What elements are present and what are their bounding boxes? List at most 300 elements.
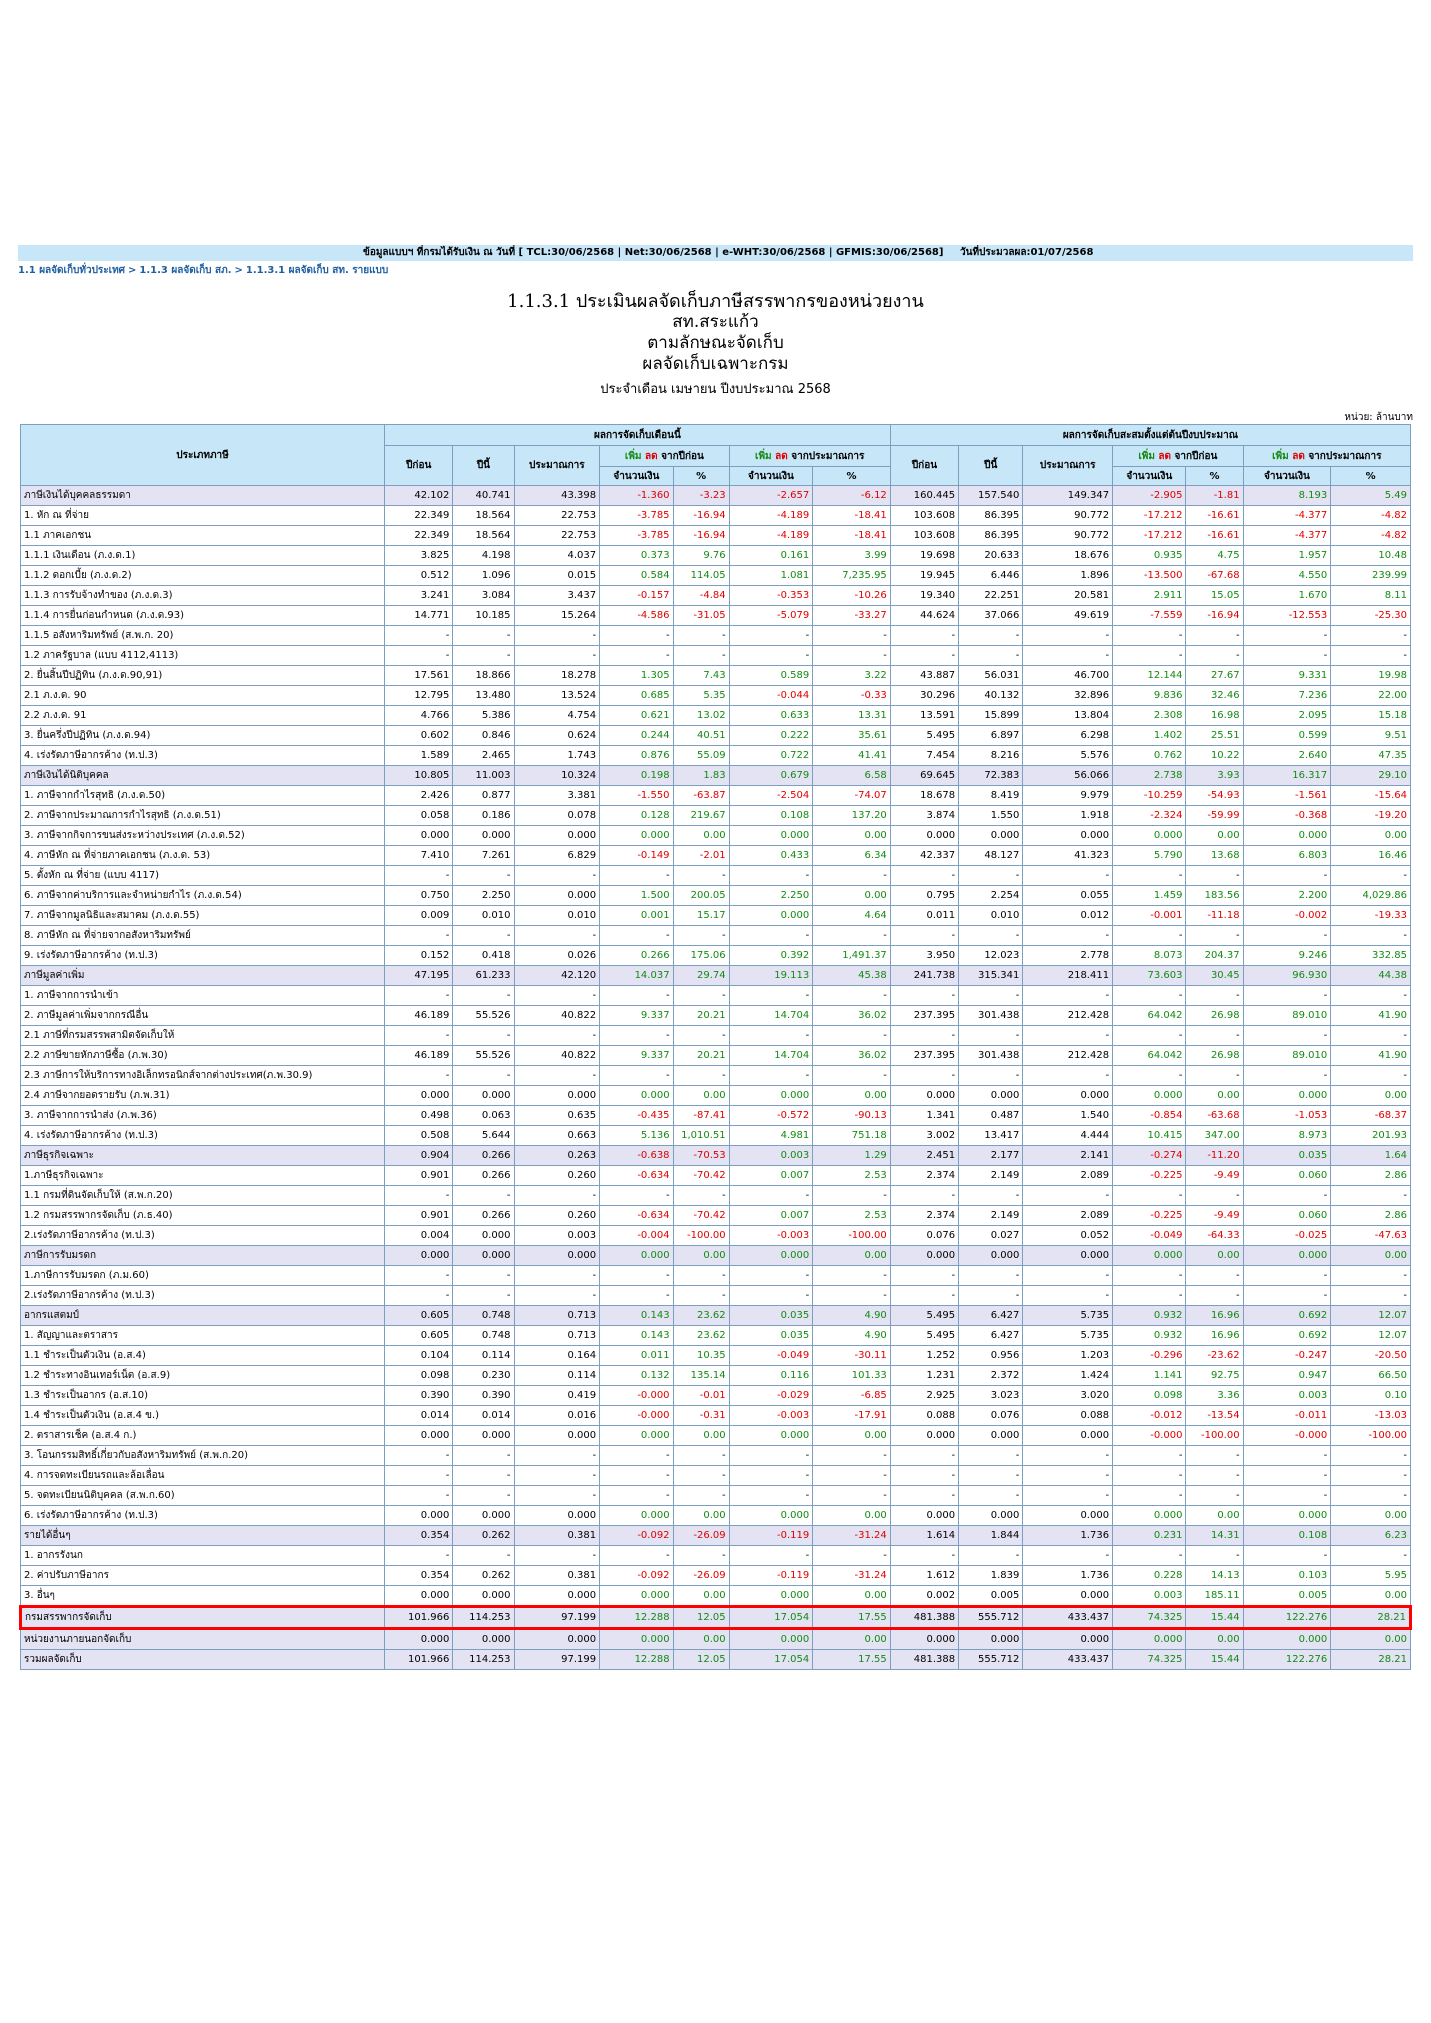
estimate-cell: 0.663 bbox=[514, 1126, 600, 1146]
tax-type-cell: 2. ภาษีจากประมาณการกำไรสุทธิ (ภ.ง.ด.51) bbox=[21, 806, 385, 826]
tax-type-cell: 1.1.1 เงินเดือน (ภ.ง.ด.1) bbox=[21, 546, 385, 566]
vs-prev-amount-cell: -0.000 bbox=[600, 1406, 673, 1426]
cum-vs-est-percent-cell: - bbox=[1331, 866, 1411, 886]
tax-type-cell: 4. ภาษีหัก ณ ที่จ่ายภาคเอกชน (ภ.ง.ด. 53) bbox=[21, 846, 385, 866]
vs-prev-amount-cell: 0.000 bbox=[600, 1506, 673, 1526]
cum-prev-year-cell: 3.002 bbox=[890, 1126, 958, 1146]
prev-year-cell: - bbox=[385, 1446, 453, 1466]
cum-this-year-cell: 0.010 bbox=[959, 906, 1023, 926]
estimate-cell: 0.381 bbox=[514, 1566, 600, 1586]
cum-vs-est-amount-cell: - bbox=[1243, 926, 1331, 946]
prev-year-cell: 0.750 bbox=[385, 886, 453, 906]
cum-vs-est-amount-cell: - bbox=[1243, 646, 1331, 666]
cum-vs-est-amount-cell: 0.692 bbox=[1243, 1326, 1331, 1346]
tax-type-cell: 3. โอนกรรมสิทธิ์เกี่ยวกับอสังหาริมทรัพย์ (ส.พ.ก.20) bbox=[21, 1446, 385, 1466]
estimate-cell: 42.120 bbox=[514, 966, 600, 986]
vs-estimate-header: เพิ่ม ลด จากประมาณการ bbox=[1243, 446, 1410, 467]
report-title: 1.1.3.1 ประเมินผลจัดเก็บภาษีสรรพากรของหน่วยงาน bbox=[507, 291, 924, 312]
cum-vs-est-amount-cell: - bbox=[1243, 626, 1331, 646]
cum-vs-prev-amount-cell: 74.325 bbox=[1113, 1650, 1186, 1670]
this-year-cell: 0.418 bbox=[453, 946, 514, 966]
prev-year-cell: - bbox=[385, 926, 453, 946]
cum-vs-prev-percent-cell: 16.96 bbox=[1186, 1306, 1243, 1326]
vs-est-percent-cell: 4.90 bbox=[813, 1326, 891, 1346]
cum-prev-year-cell: - bbox=[890, 866, 958, 886]
vs-est-percent-cell: 3.99 bbox=[813, 546, 891, 566]
tax-type-cell: 2.4 ภาษีจากยอดรายรับ (ภ.พ.31) bbox=[21, 1086, 385, 1106]
cum-vs-est-percent-cell: -4.82 bbox=[1331, 526, 1411, 546]
cum-vs-est-amount-cell: 0.000 bbox=[1243, 826, 1331, 846]
vs-est-amount-cell: 14.704 bbox=[729, 1046, 813, 1066]
cum-this-year-cell: - bbox=[959, 926, 1023, 946]
prev-year-cell: 3.241 bbox=[385, 586, 453, 606]
cum-vs-est-percent-cell: 8.11 bbox=[1331, 586, 1411, 606]
vs-est-amount-cell: 17.054 bbox=[729, 1607, 813, 1629]
cum-estimate-cell: 90.772 bbox=[1023, 526, 1113, 546]
table-row bbox=[21, 1026, 1411, 1046]
cum-vs-prev-amount-cell: -10.259 bbox=[1113, 786, 1186, 806]
cum-vs-prev-amount-cell: -2.324 bbox=[1113, 806, 1186, 826]
vs-prev-percent-cell: 0.00 bbox=[673, 1629, 729, 1650]
this-year-cell: 2.465 bbox=[453, 746, 514, 766]
prev-year-cell: 0.000 bbox=[385, 826, 453, 846]
vs-prev-percent-cell: 114.05 bbox=[673, 566, 729, 586]
cum-estimate-cell: 212.428 bbox=[1023, 1006, 1113, 1026]
cum-vs-prev-amount-cell: - bbox=[1113, 926, 1186, 946]
cum-vs-prev-amount-cell: 9.836 bbox=[1113, 686, 1186, 706]
vs-prev-amount-cell: -1.360 bbox=[600, 486, 673, 506]
vs-est-percent-cell: -6.12 bbox=[813, 486, 891, 506]
cum-this-year-cell: - bbox=[959, 646, 1023, 666]
vs-prev-amount-cell: 9.337 bbox=[600, 1046, 673, 1066]
table-row bbox=[21, 906, 1411, 926]
tax-type-cell: 2.1 ภ.ง.ด. 90 bbox=[21, 686, 385, 706]
cum-prev-year-cell: - bbox=[890, 1026, 958, 1046]
tax-type-cell: 4. เร่งรัดภาษีอากรค้าง (ท.ป.3) bbox=[21, 1126, 385, 1146]
table-group-row bbox=[21, 486, 1411, 506]
cum-vs-prev-amount-cell: 0.762 bbox=[1113, 746, 1186, 766]
tax-type-cell: 3. ภาษีจากการนำส่ง (ภ.พ.36) bbox=[21, 1106, 385, 1126]
vs-prev-amount-cell: - bbox=[600, 1486, 673, 1506]
cum-vs-prev-amount-cell: 0.000 bbox=[1113, 1246, 1186, 1266]
vs-prev-percent-cell: -16.94 bbox=[673, 506, 729, 526]
vs-prev-amount-cell: 12.288 bbox=[600, 1650, 673, 1670]
vs-prev-amount-cell: 0.584 bbox=[600, 566, 673, 586]
cum-this-year-cell: 315.341 bbox=[959, 966, 1023, 986]
cum-vs-est-percent-cell: -20.50 bbox=[1331, 1346, 1411, 1366]
prev-year-cell: 0.000 bbox=[385, 1586, 453, 1607]
cum-vs-prev-percent-cell: -11.20 bbox=[1186, 1146, 1243, 1166]
cum-this-year-cell: 0.076 bbox=[959, 1406, 1023, 1426]
cum-vs-est-amount-cell: 0.000 bbox=[1243, 1246, 1331, 1266]
vs-est-amount-cell: - bbox=[729, 1446, 813, 1466]
cum-vs-prev-percent-cell: - bbox=[1186, 1266, 1243, 1286]
cum-vs-est-percent-cell: 19.98 bbox=[1331, 666, 1411, 686]
vs-est-amount-cell: 0.633 bbox=[729, 706, 813, 726]
estimate-cell: 0.000 bbox=[514, 1426, 600, 1446]
cum-vs-prev-percent-cell: 183.56 bbox=[1186, 886, 1243, 906]
cum-vs-prev-amount-cell: 0.231 bbox=[1113, 1526, 1186, 1546]
cum-prev-year-cell: 0.076 bbox=[890, 1226, 958, 1246]
vs-prev-percent-cell: - bbox=[673, 986, 729, 1006]
vs-est-amount-cell: - bbox=[729, 1066, 813, 1086]
table-header-row bbox=[21, 425, 1411, 446]
cum-estimate-cell: 2.089 bbox=[1023, 1166, 1113, 1186]
cum-vs-prev-percent-cell: 3.93 bbox=[1186, 766, 1243, 786]
cum-vs-est-amount-cell: 2.200 bbox=[1243, 886, 1331, 906]
cum-vs-est-amount-cell: 0.000 bbox=[1243, 1086, 1331, 1106]
this-year-cell: 0.000 bbox=[453, 1506, 514, 1526]
prev-year-cell: 17.561 bbox=[385, 666, 453, 686]
table-row-highlighted bbox=[21, 1607, 1411, 1629]
vs-prev-percent-cell: - bbox=[673, 1486, 729, 1506]
tax-type-cell: 1. ภาษีจากกำไรสุทธิ (ภ.ง.ด.50) bbox=[21, 786, 385, 806]
cum-prev-year-cell: 2.451 bbox=[890, 1146, 958, 1166]
cum-vs-est-percent-cell: 12.07 bbox=[1331, 1306, 1411, 1326]
table-row bbox=[21, 1486, 1411, 1506]
cum-vs-prev-percent-cell: - bbox=[1186, 626, 1243, 646]
prev-year-cell: 2.426 bbox=[385, 786, 453, 806]
cum-vs-prev-percent-cell: - bbox=[1186, 1446, 1243, 1466]
tax-type-cell: 1.1 ภาคเอกชน bbox=[21, 526, 385, 546]
cum-vs-est-amount-cell: - bbox=[1243, 1286, 1331, 1306]
data-date-info-bar bbox=[18, 245, 1413, 261]
estimate-cell: 0.114 bbox=[514, 1366, 600, 1386]
cum-this-year-cell: 0.000 bbox=[959, 826, 1023, 846]
table-row bbox=[21, 1266, 1411, 1286]
tax-type-cell: 1.1.2 ดอกเบี้ย (ภ.ง.ด.2) bbox=[21, 566, 385, 586]
cum-estimate-cell: 0.012 bbox=[1023, 906, 1113, 926]
cum-estimate-cell: - bbox=[1023, 926, 1113, 946]
cum-vs-est-percent-cell: 6.23 bbox=[1331, 1526, 1411, 1546]
estimate-cell: 0.000 bbox=[514, 826, 600, 846]
cum-estimate-cell: 0.000 bbox=[1023, 1506, 1113, 1526]
cum-vs-prev-percent-cell: -23.62 bbox=[1186, 1346, 1243, 1366]
cum-vs-est-percent-cell: - bbox=[1331, 1466, 1411, 1486]
vs-prev-amount-cell: -3.785 bbox=[600, 526, 673, 546]
prev-year-cell: 0.009 bbox=[385, 906, 453, 926]
tax-type-cell: รวมผลจัดเก็บ bbox=[21, 1650, 385, 1670]
cum-this-year-cell: 0.000 bbox=[959, 1086, 1023, 1106]
cum-vs-est-percent-cell: 28.21 bbox=[1331, 1650, 1411, 1670]
vs-est-amount-cell: -0.003 bbox=[729, 1406, 813, 1426]
cum-estimate-cell: 46.700 bbox=[1023, 666, 1113, 686]
cum-vs-prev-amount-cell: - bbox=[1113, 1066, 1186, 1086]
table-row bbox=[21, 1546, 1411, 1566]
vs-prev-amount-cell: -0.149 bbox=[600, 846, 673, 866]
cum-this-year-cell: 0.000 bbox=[959, 1506, 1023, 1526]
vs-est-amount-cell: 0.000 bbox=[729, 1246, 813, 1266]
this-year-cell: 0.000 bbox=[453, 1586, 514, 1607]
table-row bbox=[21, 1406, 1411, 1426]
estimate-cell: 3.381 bbox=[514, 786, 600, 806]
cum-estimate-cell: 433.437 bbox=[1023, 1607, 1113, 1629]
vs-est-amount-cell: - bbox=[729, 626, 813, 646]
table-row bbox=[21, 506, 1411, 526]
vs-prev-amount-cell: - bbox=[600, 866, 673, 886]
cum-vs-prev-percent-cell: 14.31 bbox=[1186, 1526, 1243, 1546]
cum-vs-prev-amount-cell: 0.000 bbox=[1113, 1086, 1186, 1106]
this-year-cell: - bbox=[453, 986, 514, 1006]
estimate-cell: 0.000 bbox=[514, 1246, 600, 1266]
vs-prev-percent-cell: 0.00 bbox=[673, 1426, 729, 1446]
cum-estimate-cell: 1.896 bbox=[1023, 566, 1113, 586]
vs-prev-percent-cell: -87.41 bbox=[673, 1106, 729, 1126]
cum-prev-year-cell: 0.088 bbox=[890, 1406, 958, 1426]
cum-vs-est-percent-cell: 16.46 bbox=[1331, 846, 1411, 866]
cum-vs-prev-percent-cell: -9.49 bbox=[1186, 1206, 1243, 1226]
vs-prev-amount-cell: -0.634 bbox=[600, 1206, 673, 1226]
prev-year-cell: 0.058 bbox=[385, 806, 453, 826]
cum-vs-prev-percent-cell: 16.96 bbox=[1186, 1326, 1243, 1346]
cum-vs-prev-percent-cell: - bbox=[1186, 866, 1243, 886]
breadcrumb-link-regional[interactable]: 1.1.3 ผลจัดเก็บ สภ. bbox=[139, 265, 232, 276]
estimate-cell: 0.263 bbox=[514, 1146, 600, 1166]
cum-this-year-cell: - bbox=[959, 1266, 1023, 1286]
estimate-cell: 40.822 bbox=[514, 1006, 600, 1026]
cum-vs-est-percent-cell: 22.00 bbox=[1331, 686, 1411, 706]
vs-prev-percent-cell: 10.35 bbox=[673, 1346, 729, 1366]
cum-this-year-cell: - bbox=[959, 626, 1023, 646]
this-year-cell: 0.186 bbox=[453, 806, 514, 826]
this-year-cell: - bbox=[453, 1466, 514, 1486]
vs-est-amount-cell: 2.250 bbox=[729, 886, 813, 906]
tax-type-cell: 2. ยื่นสิ้นปีปฏิทิน (ภ.ง.ด.90,91) bbox=[21, 666, 385, 686]
cum-vs-est-percent-cell: -25.30 bbox=[1331, 606, 1411, 626]
cum-vs-prev-percent-cell: 0.00 bbox=[1186, 826, 1243, 846]
vs-prev-amount-cell: 0.621 bbox=[600, 706, 673, 726]
this-year-cell: 0.014 bbox=[453, 1406, 514, 1426]
vs-est-percent-cell: 0.00 bbox=[813, 1086, 891, 1106]
cum-this-year-cell: - bbox=[959, 1546, 1023, 1566]
cum-vs-est-percent-cell: 239.99 bbox=[1331, 566, 1411, 586]
cum-this-year-cell: 37.066 bbox=[959, 606, 1023, 626]
vs-est-amount-cell: 0.679 bbox=[729, 766, 813, 786]
prev-year-cell: 12.795 bbox=[385, 686, 453, 706]
cum-vs-est-amount-cell: - bbox=[1243, 1446, 1331, 1466]
prev-year-cell: 3.825 bbox=[385, 546, 453, 566]
vs-est-percent-cell: 4.64 bbox=[813, 906, 891, 926]
vs-prev-percent-cell: -70.42 bbox=[673, 1206, 729, 1226]
vs-prev-percent-cell: 13.02 bbox=[673, 706, 729, 726]
estimate-cell: 0.078 bbox=[514, 806, 600, 826]
cum-estimate-cell: 9.979 bbox=[1023, 786, 1113, 806]
cum-prev-year-cell: - bbox=[890, 1486, 958, 1506]
this-year-cell: - bbox=[453, 1066, 514, 1086]
vs-est-percent-cell: -30.11 bbox=[813, 1346, 891, 1366]
breadcrumb-link-national[interactable]: 1.1 ผลจัดเก็บทั่วประเทศ bbox=[18, 265, 126, 276]
cum-vs-est-percent-cell: 29.10 bbox=[1331, 766, 1411, 786]
breadcrumb-link-current[interactable]: 1.1.3.1 ผลจัดเก็บ สท. รายแบบ bbox=[245, 265, 389, 276]
cum-vs-est-amount-cell: -4.377 bbox=[1243, 506, 1331, 526]
cum-vs-prev-amount-cell: -0.225 bbox=[1113, 1206, 1186, 1226]
tax-type-cell: 5. ตั้งหัก ณ ที่จ่าย (แบบ 4117) bbox=[21, 866, 385, 886]
table-row bbox=[21, 986, 1411, 1006]
vs-est-percent-cell: 1.29 bbox=[813, 1146, 891, 1166]
cum-prev-year-cell: 42.337 bbox=[890, 846, 958, 866]
cum-this-year-cell: 2.372 bbox=[959, 1366, 1023, 1386]
vs-est-amount-cell: - bbox=[729, 646, 813, 666]
cum-estimate-cell: 32.896 bbox=[1023, 686, 1113, 706]
vs-est-amount-cell: - bbox=[729, 1266, 813, 1286]
cum-this-year-cell: 0.005 bbox=[959, 1586, 1023, 1607]
cum-this-year-cell: 555.712 bbox=[959, 1650, 1023, 1670]
cum-vs-est-amount-cell: 89.010 bbox=[1243, 1006, 1331, 1026]
vs-est-amount-cell: - bbox=[729, 1026, 813, 1046]
vs-prev-percent-cell: - bbox=[673, 1186, 729, 1206]
vs-est-percent-cell: 2.53 bbox=[813, 1206, 891, 1226]
cum-prev-year-cell: - bbox=[890, 1066, 958, 1086]
vs-est-percent-cell: -10.26 bbox=[813, 586, 891, 606]
prev-year-cell: 0.901 bbox=[385, 1206, 453, 1226]
report-title-block bbox=[0, 291, 1431, 399]
vs-est-percent-cell: 137.20 bbox=[813, 806, 891, 826]
cum-prev-year-cell: 237.395 bbox=[890, 1006, 958, 1026]
vs-est-percent-cell: 41.41 bbox=[813, 746, 891, 766]
cum-vs-est-percent-cell: -15.64 bbox=[1331, 786, 1411, 806]
prev-year-cell: 0.605 bbox=[385, 1326, 453, 1346]
cum-vs-est-percent-cell: - bbox=[1331, 1066, 1411, 1086]
cum-vs-prev-percent-cell: -13.54 bbox=[1186, 1406, 1243, 1426]
estimate-cell: 3.437 bbox=[514, 586, 600, 606]
cum-vs-prev-amount-cell: 12.144 bbox=[1113, 666, 1186, 686]
vs-prev-amount-cell: -0.092 bbox=[600, 1526, 673, 1546]
cum-vs-prev-percent-cell: -11.18 bbox=[1186, 906, 1243, 926]
vs-prev-amount-cell: 0.143 bbox=[600, 1326, 673, 1346]
cum-this-year-cell: 15.899 bbox=[959, 706, 1023, 726]
vs-est-amount-cell: - bbox=[729, 1466, 813, 1486]
cum-vs-est-percent-cell: 5.95 bbox=[1331, 1566, 1411, 1586]
vs-est-percent-cell: 0.00 bbox=[813, 826, 891, 846]
vs-prev-amount-cell: 0.132 bbox=[600, 1366, 673, 1386]
this-year-cell: 0.230 bbox=[453, 1366, 514, 1386]
cumulative-result-header: ผลการจัดเก็บสะสมตั้งแต่ต้นปีงบประมาณ bbox=[890, 425, 1410, 446]
cum-vs-est-amount-cell: 0.947 bbox=[1243, 1366, 1331, 1386]
estimate-cell: 22.753 bbox=[514, 526, 600, 546]
estimate-cell: 0.419 bbox=[514, 1386, 600, 1406]
cum-vs-est-percent-cell: 44.38 bbox=[1331, 966, 1411, 986]
vs-est-amount-cell: -0.044 bbox=[729, 686, 813, 706]
cum-vs-est-percent-cell: -47.63 bbox=[1331, 1226, 1411, 1246]
cum-vs-est-amount-cell: 2.640 bbox=[1243, 746, 1331, 766]
cum-estimate-cell: 433.437 bbox=[1023, 1650, 1113, 1670]
table-row bbox=[21, 1566, 1411, 1586]
cum-vs-est-percent-cell: - bbox=[1331, 1186, 1411, 1206]
monthly-result-header: ผลการจัดเก็บเดือนนี้ bbox=[385, 425, 891, 446]
cum-vs-est-amount-cell: 0.060 bbox=[1243, 1206, 1331, 1226]
cum-this-year-cell: 301.438 bbox=[959, 1006, 1023, 1026]
office-name: สท.สระแก้ว bbox=[672, 312, 759, 332]
cum-prev-year-cell: 160.445 bbox=[890, 486, 958, 506]
tax-type-cell: 1.4 ชำระเป็นตัวเงิน (อ.ส.4 ข.) bbox=[21, 1406, 385, 1426]
vs-prev-percent-cell: -100.00 bbox=[673, 1226, 729, 1246]
table-row bbox=[21, 806, 1411, 826]
tax-type-cell: 1.1 กรมที่ดินจัดเก็บให้ (ส.พ.ก.20) bbox=[21, 1186, 385, 1206]
vs-prev-percent-cell: 200.05 bbox=[673, 886, 729, 906]
vs-est-percent-cell: 0.00 bbox=[813, 1426, 891, 1446]
prev-year-cell: - bbox=[385, 1546, 453, 1566]
cum-vs-est-percent-cell: 66.50 bbox=[1331, 1366, 1411, 1386]
cum-vs-est-amount-cell: 0.000 bbox=[1243, 1506, 1331, 1526]
tax-type-cell: 1. ภาษีจากการนำเข้า bbox=[21, 986, 385, 1006]
this-year-cell: - bbox=[453, 1546, 514, 1566]
vs-prev-amount-cell: -4.586 bbox=[600, 606, 673, 626]
vs-est-percent-cell: -31.24 bbox=[813, 1566, 891, 1586]
cum-vs-est-amount-cell: 89.010 bbox=[1243, 1046, 1331, 1066]
cum-vs-prev-amount-cell: 0.228 bbox=[1113, 1566, 1186, 1586]
cum-estimate-cell: 4.444 bbox=[1023, 1126, 1113, 1146]
prev-year-cell: 42.102 bbox=[385, 486, 453, 506]
this-year-cell: 11.003 bbox=[453, 766, 514, 786]
cum-this-year-cell: 8.216 bbox=[959, 746, 1023, 766]
cum-estimate-cell: 1.736 bbox=[1023, 1526, 1113, 1546]
cum-vs-prev-percent-cell: 15.44 bbox=[1186, 1607, 1243, 1629]
cum-vs-prev-amount-cell: - bbox=[1113, 626, 1186, 646]
cum-prev-year-cell: 0.000 bbox=[890, 1426, 958, 1446]
cum-this-year-cell: 0.956 bbox=[959, 1346, 1023, 1366]
vs-est-amount-cell: - bbox=[729, 986, 813, 1006]
vs-prev-amount-cell: - bbox=[600, 1026, 673, 1046]
tax-type-cell: 2.3 ภาษีการให้บริการทางอิเล็กทรอนิกส์จากต่างประเทศ(ภ.พ.30.9) bbox=[21, 1066, 385, 1086]
cum-vs-est-amount-cell: 122.276 bbox=[1243, 1607, 1331, 1629]
cum-prev-year-cell: - bbox=[890, 1266, 958, 1286]
vs-prev-percent-cell: 175.06 bbox=[673, 946, 729, 966]
cum-prev-year-cell: 0.000 bbox=[890, 826, 958, 846]
cum-this-year-cell: 72.383 bbox=[959, 766, 1023, 786]
cum-prev-year-cell: 0.002 bbox=[890, 1586, 958, 1607]
cum-prev-year-cell: - bbox=[890, 1186, 958, 1206]
vs-est-amount-cell: -0.003 bbox=[729, 1226, 813, 1246]
vs-prev-amount-cell: 0.244 bbox=[600, 726, 673, 746]
vs-prev-percent-cell: -26.09 bbox=[673, 1566, 729, 1586]
cum-estimate-cell: 218.411 bbox=[1023, 966, 1113, 986]
vs-prev-percent-cell: 29.74 bbox=[673, 966, 729, 986]
cum-vs-est-amount-cell: -12.553 bbox=[1243, 606, 1331, 626]
cum-this-year-cell: - bbox=[959, 866, 1023, 886]
cum-vs-prev-percent-cell: 14.13 bbox=[1186, 1566, 1243, 1586]
prev-year-cell: 0.508 bbox=[385, 1126, 453, 1146]
cum-prev-year-cell: - bbox=[890, 986, 958, 1006]
cum-vs-prev-amount-cell: - bbox=[1113, 1186, 1186, 1206]
cum-this-year-cell: 555.712 bbox=[959, 1607, 1023, 1629]
vs-prev-percent-cell: - bbox=[673, 1446, 729, 1466]
vs-prev-amount-cell: - bbox=[600, 1466, 673, 1486]
vs-est-amount-cell: -4.189 bbox=[729, 526, 813, 546]
vs-est-amount-cell: 0.000 bbox=[729, 1586, 813, 1607]
estimate-cell: - bbox=[514, 1066, 600, 1086]
cum-this-year-cell: - bbox=[959, 986, 1023, 1006]
vs-est-percent-cell: 0.00 bbox=[813, 1629, 891, 1650]
prev-year-cell: 14.771 bbox=[385, 606, 453, 626]
cum-vs-est-amount-cell: - bbox=[1243, 1186, 1331, 1206]
cum-vs-prev-percent-cell: 32.46 bbox=[1186, 686, 1243, 706]
vs-est-amount-cell: 1.081 bbox=[729, 566, 813, 586]
cum-vs-est-percent-cell: 2.86 bbox=[1331, 1206, 1411, 1226]
vs-prev-percent-cell: 15.17 bbox=[673, 906, 729, 926]
tax-type-cell: รายได้อื่นๆ bbox=[21, 1526, 385, 1546]
vs-est-percent-cell: 751.18 bbox=[813, 1126, 891, 1146]
vs-prev-amount-cell: 0.000 bbox=[600, 1629, 673, 1650]
prev-year-cell: 0.000 bbox=[385, 1629, 453, 1650]
amount-header: จำนวนเงิน bbox=[1243, 467, 1331, 486]
cum-prev-year-cell: 481.388 bbox=[890, 1607, 958, 1629]
prev-year-cell: 47.195 bbox=[385, 966, 453, 986]
tax-type-cell: 1.3 ชำระเป็นอากร (อ.ส.10) bbox=[21, 1386, 385, 1406]
vs-est-percent-cell: 6.34 bbox=[813, 846, 891, 866]
cum-estimate-cell: 3.020 bbox=[1023, 1386, 1113, 1406]
cum-prev-year-cell: 5.495 bbox=[890, 1306, 958, 1326]
cum-this-year-cell: 86.395 bbox=[959, 526, 1023, 546]
